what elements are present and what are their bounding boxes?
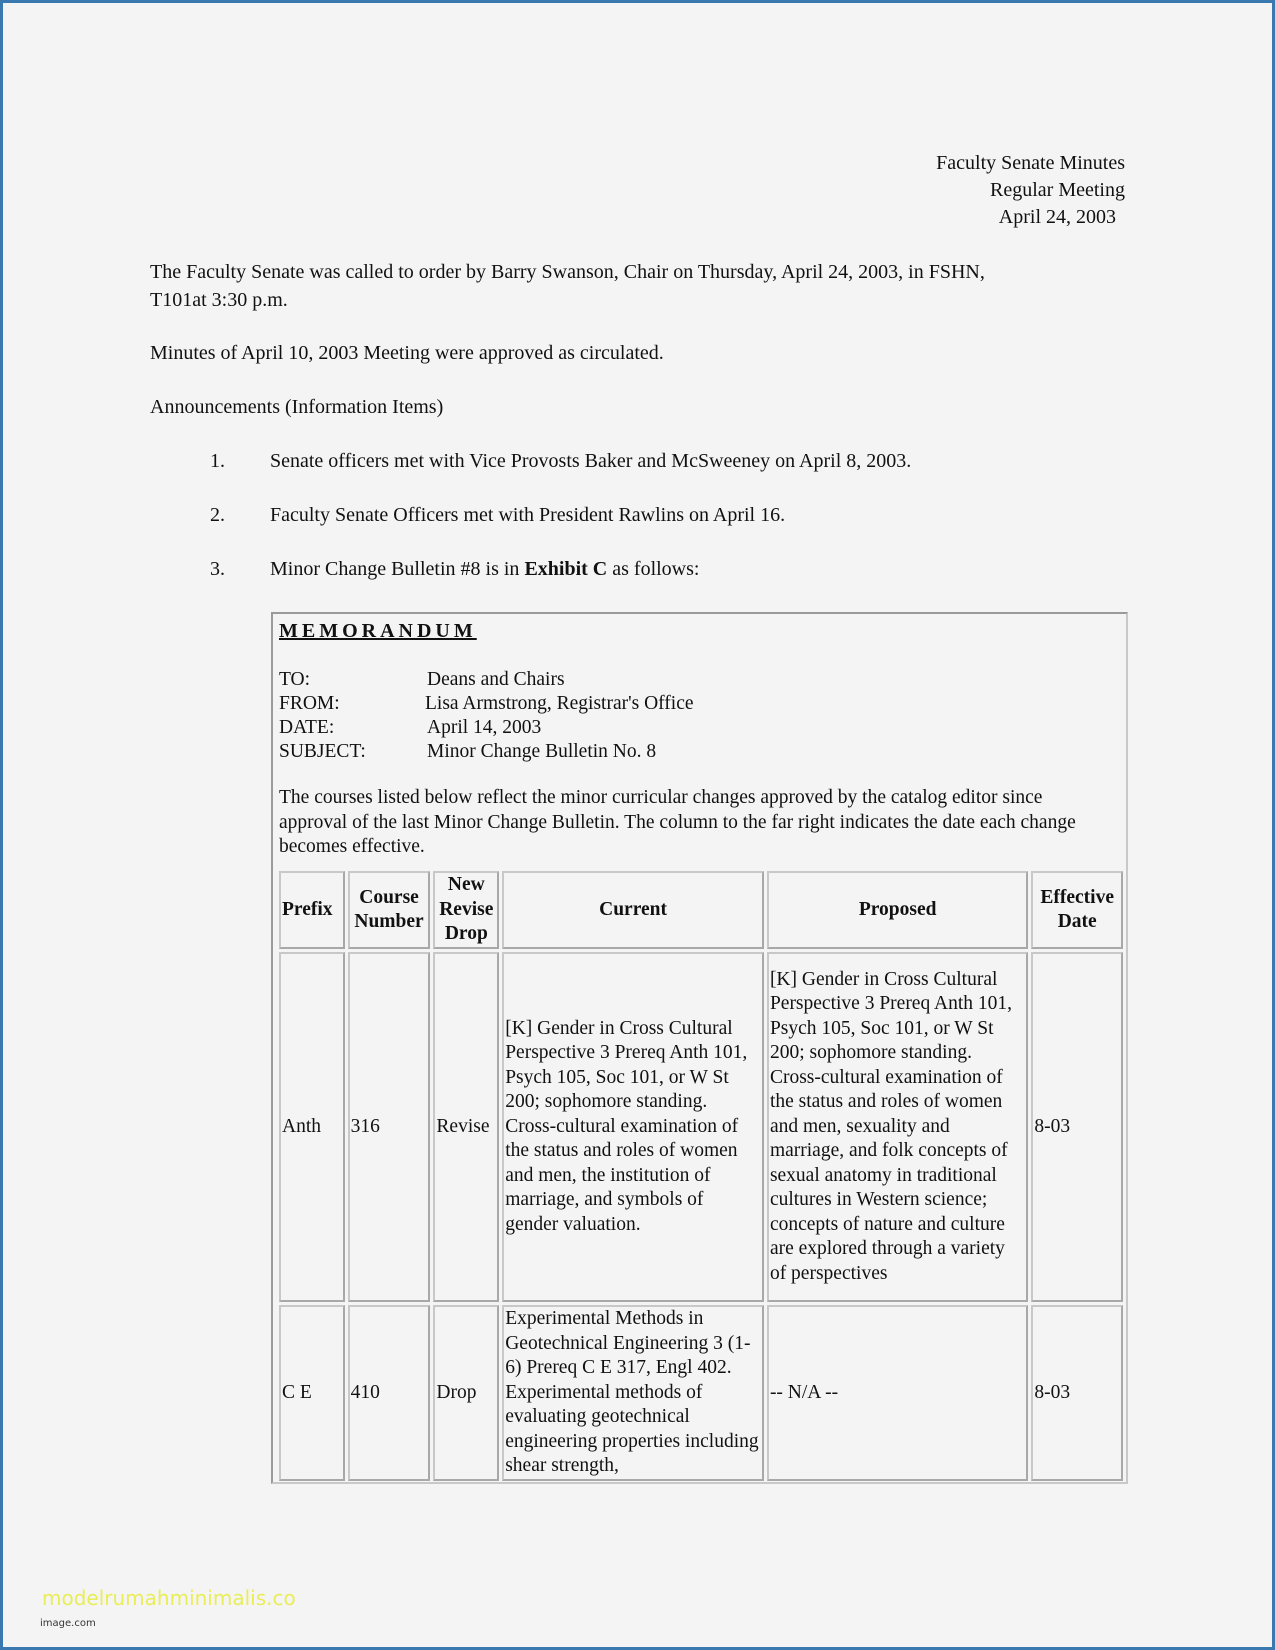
exhibit-reference: Exhibit C [524, 558, 608, 580]
table-row [279, 1305, 1123, 1481]
list-number: 2. [210, 504, 225, 526]
cell-number: 316 [348, 952, 431, 1302]
watermark-sub: image.com [40, 1618, 96, 1629]
header-proposed: Proposed [767, 871, 1028, 949]
date-label: DATE: [279, 717, 335, 738]
to-value: Deans and Chairs [427, 669, 565, 690]
cell-action: Revise [433, 952, 499, 1302]
cell-proposed: -- N/A -- [767, 1305, 1028, 1481]
cell-effective: 8-03 [1031, 952, 1123, 1302]
cell-prefix: Anth [279, 952, 345, 1302]
header-new-revise-drop: New Revise Drop [433, 871, 499, 949]
watermark: modelrumahminimalis.co [42, 1586, 296, 1610]
header-course-number: Course Number [348, 871, 431, 949]
cell-effective: 8-03 [1031, 1305, 1123, 1481]
course-changes-table [276, 868, 1126, 1484]
memo-title: MEMORANDUM [279, 620, 477, 642]
memorandum-box [271, 612, 1128, 1484]
subject-label: SUBJECT: [279, 741, 366, 762]
table-row [279, 952, 1123, 1302]
from-value: Lisa Armstrong, Registrar's Office [425, 693, 694, 714]
cell-number: 410 [348, 1305, 431, 1481]
cell-proposed: [K] Gender in Cross Cultural Perspective 3 Prereq Anth 101, Psych 105, Soc 101, or W St 200; sophomore standing. Cross-cultural examination of the status and roles of women and men, sexuality and marriage, and folk concepts of sexual anatomy in traditional cultures in Western science; concepts of nature and culture are explored through a variety of perspectives [767, 952, 1028, 1302]
list-item [270, 557, 699, 581]
table-header-row [279, 871, 1123, 949]
minutes-approval: Minutes of April 10, 2003 Meeting were approved as circulated. [150, 342, 664, 364]
cell-prefix: C E [279, 1305, 345, 1481]
header-current: Current [502, 871, 764, 949]
list-item: Faculty Senate Officers met with President Rawlins on April 16. [270, 504, 786, 526]
header-meeting-type: Regular Meeting [990, 179, 1125, 201]
header-title: Faculty Senate Minutes [936, 152, 1125, 174]
header-date: April 24, 2003 [998, 206, 1116, 228]
announcements-heading: Announcements (Information Items) [150, 396, 444, 418]
list-number: 3. [210, 558, 225, 580]
to-label: TO: [279, 669, 311, 690]
call-to-order-line1: The Faculty Senate was called to order by Barry Swanson, Chair on Thursday, April 24, 2003, in FSHN, [150, 261, 985, 283]
cell-current: [K] Gender in Cross Cultural Perspective 3 Prereq Anth 101, Psych 105, Soc 101, or W St 200; sophomore standing. Cross-cultural examination of the status and roles of women and men, the institution of marriage, and symbols of gender valuation. [502, 952, 764, 1302]
subject-value: Minor Change Bulletin No. 8 [427, 741, 657, 762]
call-to-order-line2: T101at 3:30 p.m. [150, 289, 288, 311]
list-number: 1. [210, 450, 225, 472]
cell-current: Experimental Methods in Geotechnical Engineering 3 (1-6) Prereq C E 317, Engl 402. Experimental methods of evaluating geotechnical engineering properties including shear strength, [502, 1305, 764, 1481]
cell-action: Drop [433, 1305, 499, 1481]
date-value: April 14, 2003 [427, 717, 542, 738]
item-text: as follows: [607, 558, 700, 580]
header-effective-date: Effective Date [1031, 871, 1123, 949]
item-text: Minor Change Bulletin #8 is in [270, 558, 525, 580]
from-label: FROM: [279, 693, 340, 714]
header-prefix: Prefix [279, 871, 345, 949]
memo-intro: The courses listed below reflect the minor curricular changes approved by the catalog editor since approval of the last Minor Change Bulletin. The column to the far right indicates the date each change becomes effective. [279, 787, 1076, 857]
list-item: Senate officers met with Vice Provosts Baker and McSweeney on April 8, 2003. [270, 450, 912, 472]
